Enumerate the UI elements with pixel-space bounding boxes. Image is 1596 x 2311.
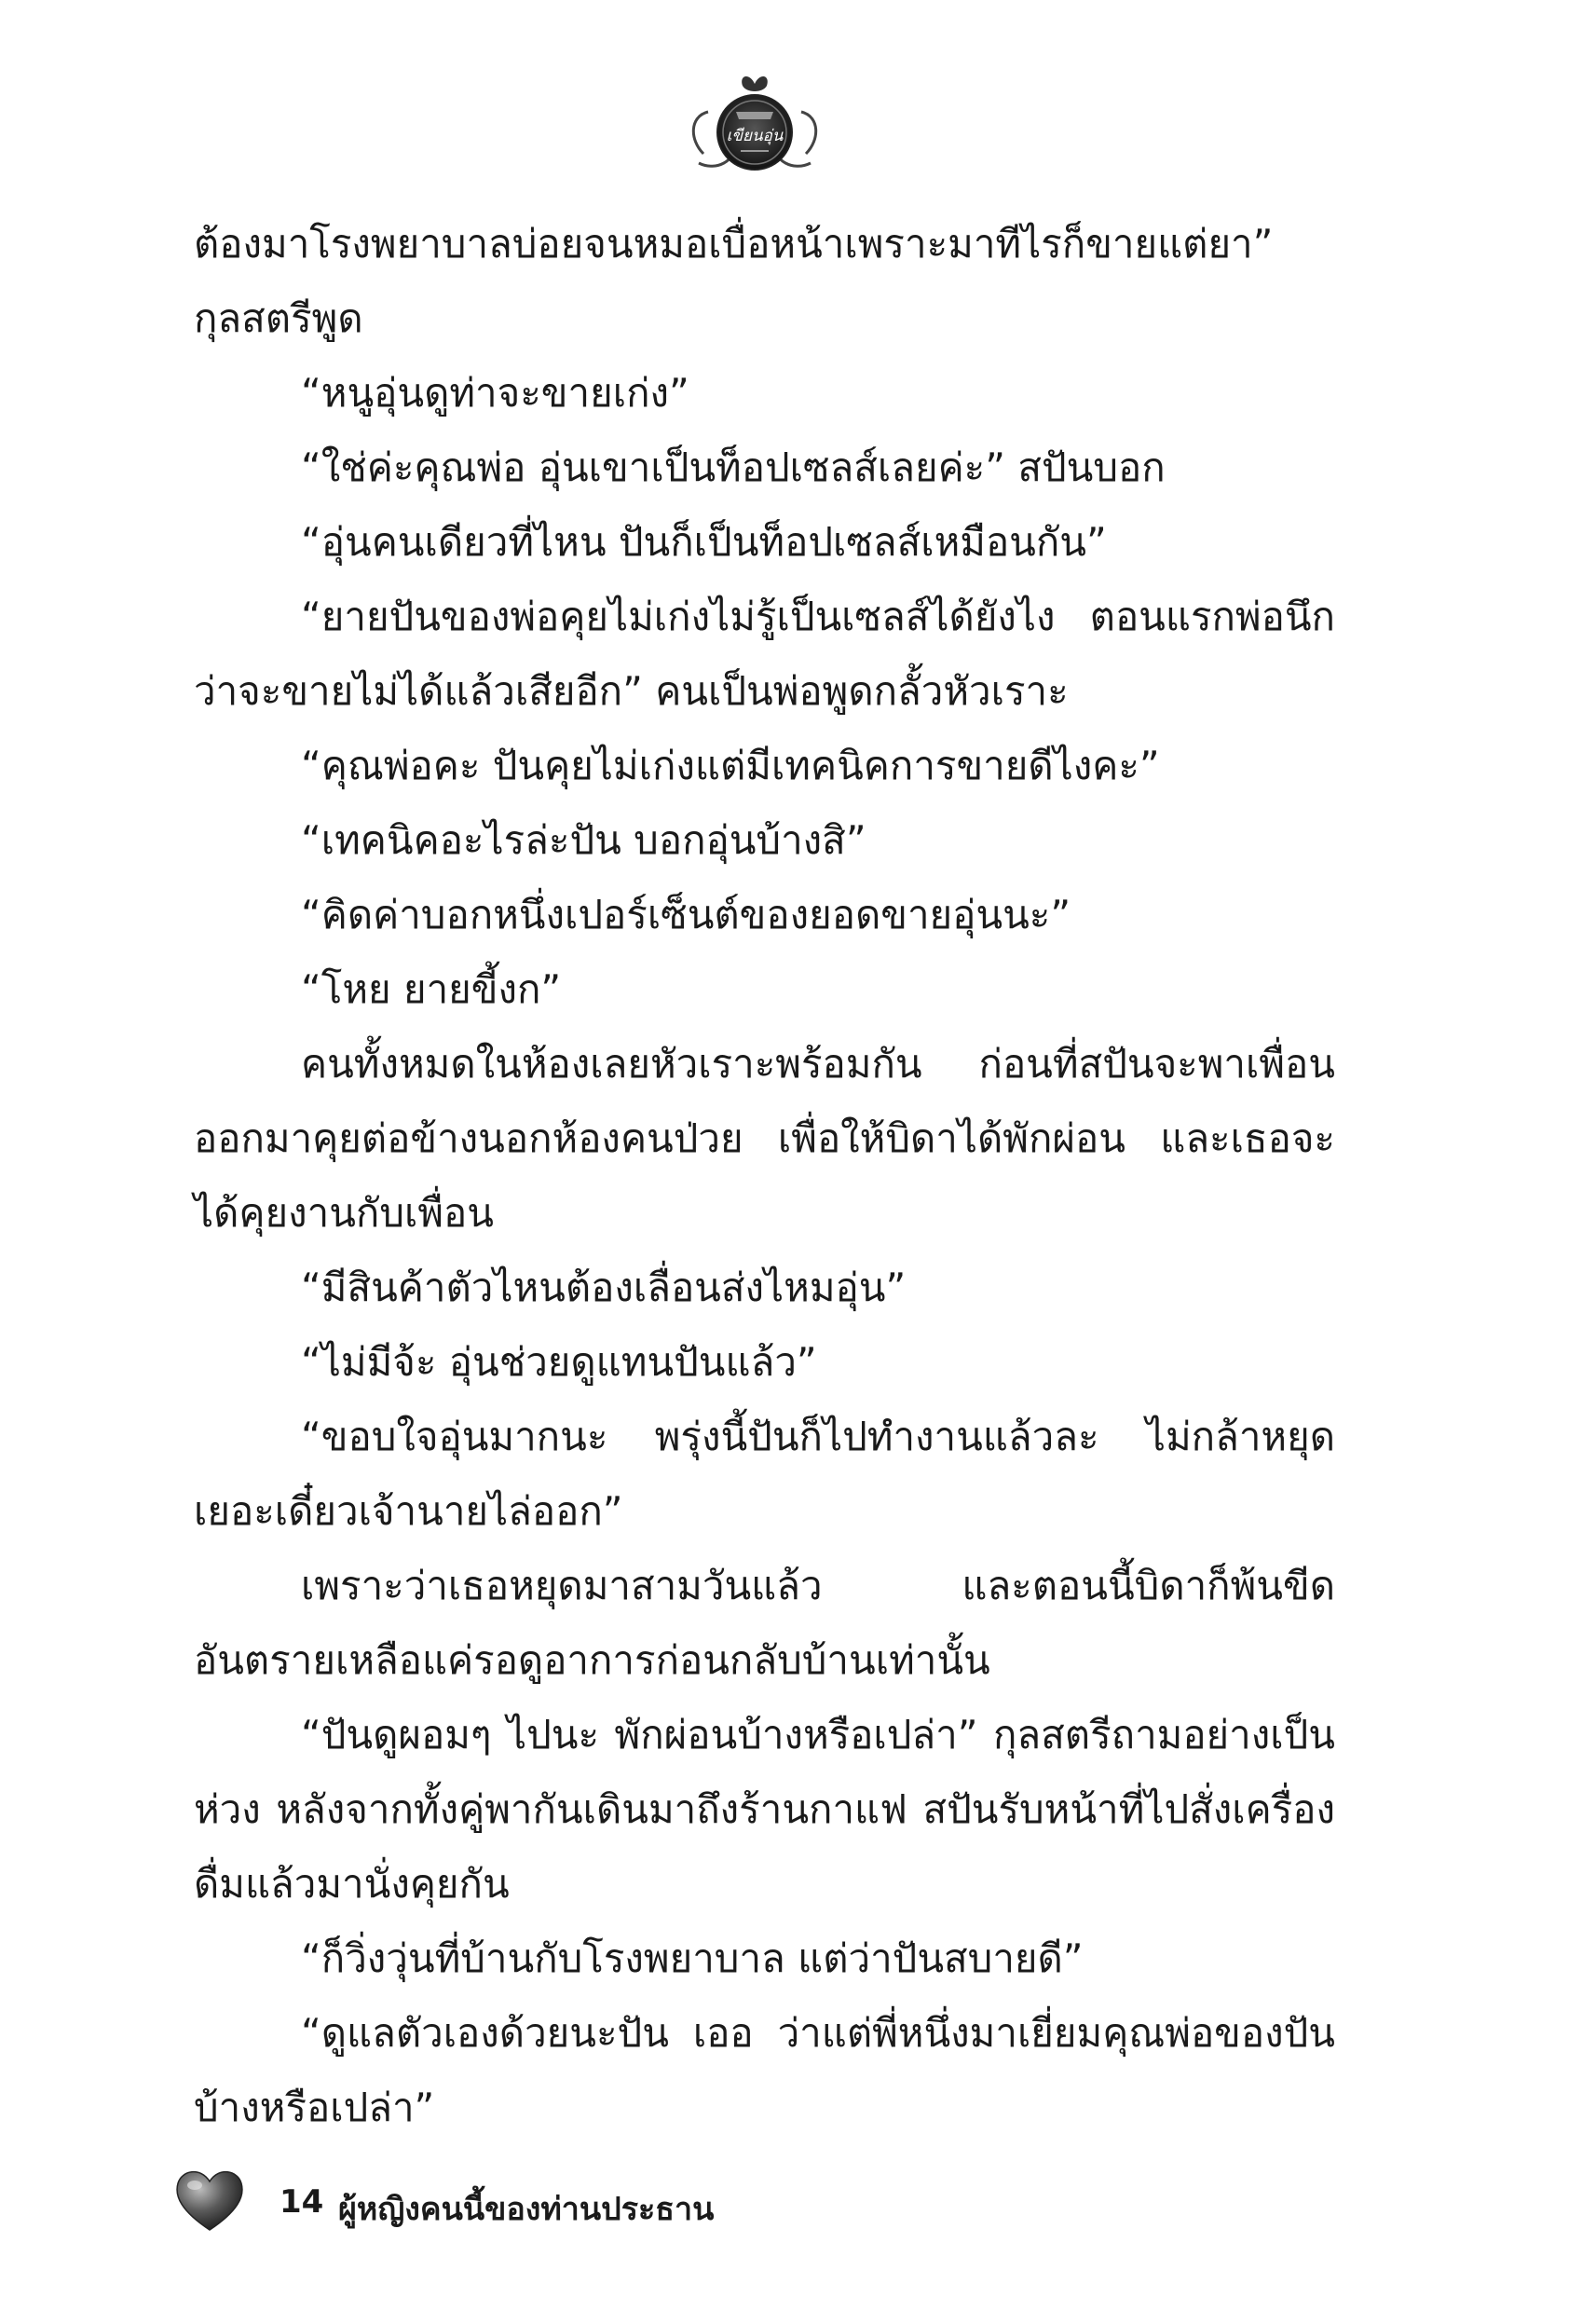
paragraph: “เทคนิคอะไรล่ะปัน บอกอุ่นบ้างสิ” (301, 817, 866, 863)
paragraph: “คุณพ่อคะ ปันคุยไม่เก่งแต่มีเทคนิคการขายดีไงคะ” (301, 743, 1160, 788)
paragraph: “ก็วิ่งวุ่นที่บ้านกับโรงพยาบาล แต่ว่าปันสบายดี” (301, 1935, 1084, 1981)
paragraph: “ไม่มีจ้ะ อุ่นช่วยดูแทนปันแล้ว” (301, 1339, 817, 1385)
publisher-logo (685, 65, 825, 186)
page-footer (172, 2167, 1011, 2241)
paragraph: เพราะว่าเธอหยุดมาสามวันแล้ว และตอนนี้บิดาก็พ้นขีดอันตรายเหลือแค่รอดูอาการก่อนกลับบ้านเท่านั้น (194, 1563, 1335, 1683)
paragraph: “ดูแลตัวเองด้วยนะปัน เออ ว่าแต่พี่หนึ่งมาเยี่ยมคุณพ่อของปันบ้างหรือเปล่า” (194, 2010, 1335, 2130)
paragraph: “อุ่นคนเดียวที่ไหน ปันก็เป็นท็อปเซลส์เหมือนกัน” (301, 519, 1107, 565)
paragraph: คนทั้งหมดในห้องเลยหัวเราะพร้อมกัน ก่อนที่สปันจะพาเพื่อนออกมาคุยต่อข้างนอกห้องคนป่วย เพื่อให้บิดาได้พักผ่อน และเธอจะได้คุยงานกับเพื่อน (194, 1041, 1335, 1236)
paragraph: “โหย ยายขี้งก” (301, 966, 562, 1012)
paragraph: “ปันดูผอมๆ ไปนะ พักผ่อนบ้างหรือเปล่า” กุลสตรีถามอย่างเป็นห่วง หลังจากทั้งคู่พากันเดินมาถึงร้านกาแฟ สปันรับหน้าที่ไปสั่งเครื่องดื่มแล้วมานั่งคุยกัน (194, 1712, 1335, 1907)
paragraph: “มีสินค้าตัวไหนต้องเลื่อนส่งไหมอุ่น” (301, 1265, 907, 1310)
paragraph: “ยายปันของพ่อคุยไม่เก่งไม่รู้เป็นเซลส์ได้ยังไง ตอนแรกพ่อนึกว่าจะขายไม่ได้แล้วเสียอีก” คนเป็นพ่อพูดกลั้วหัวเราะ (194, 594, 1335, 714)
book-title: ผู้หญิงคนนี้ของท่านประธาน (338, 2191, 715, 2228)
paragraph: “ขอบใจอุ่นมากนะ พรุ่งนี้ปันก็ไปทำงานแล้วละ ไม่กล้าหยุดเยอะเดี๋ยวเจ้านายไล่ออก” (194, 1414, 1335, 1534)
paragraph: “หนูอุ่นดูท่าจะขายเก่ง” (301, 370, 689, 416)
heart-icon (172, 2167, 247, 2234)
page-body (194, 207, 1335, 2145)
paragraph: “คิดค่าบอกหนึ่งเปอร์เซ็นต์ของยอดขายอุ่นนะ” (301, 892, 1071, 937)
page-number: 14 (280, 2183, 324, 2221)
paragraph: ต้องมาโรงพยาบาลบ่อยจนหมอเบื่อหน้าเพราะมาทีไรก็ขายแต่ยา” กุลสตรีพูด (194, 221, 1274, 341)
paragraph: “ใช่ค่ะคุณพ่อ อุ่นเขาเป็นท็อปเซลส์เลยค่ะ” สปันบอก (301, 444, 1166, 490)
logo-text: เขียนอุ่น (726, 127, 784, 145)
